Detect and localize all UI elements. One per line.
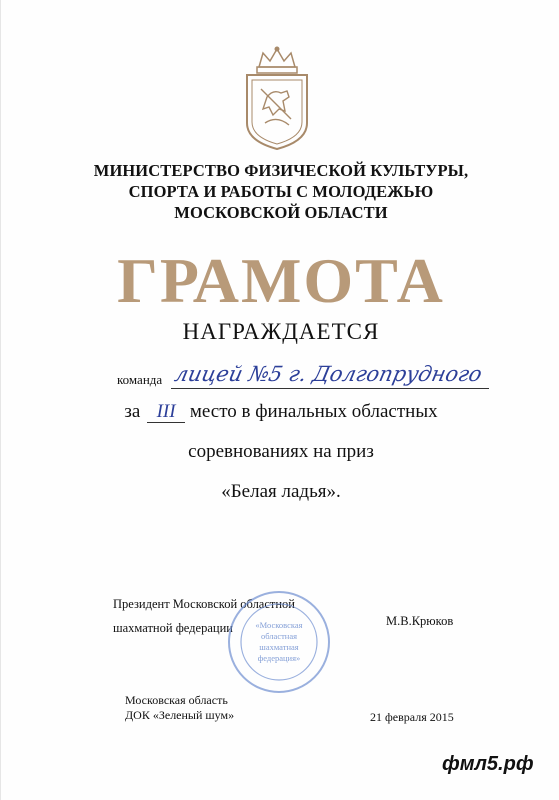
- location-line-2: ДОК «Зеленый шум»: [125, 708, 235, 722]
- place-number-handwritten: III: [147, 402, 185, 423]
- president-line-1: Президент Московской областной: [113, 597, 295, 611]
- signer-name: М.В.Крюков: [386, 614, 454, 628]
- ministry-line-3: МОСКОВСКОЙ ОБЛАСТИ: [174, 203, 388, 222]
- awarded-heading: НАГРАЖДАЕТСЯ: [182, 319, 380, 344]
- body-line-2: соревнованиях на приз: [188, 441, 374, 462]
- place-prefix: за: [124, 401, 141, 422]
- issue-date: 21 февраля 2015: [370, 710, 454, 724]
- team-underline: [171, 388, 489, 389]
- place-line: [61, 400, 501, 424]
- svg-text:федерация»: федерация»: [257, 653, 301, 663]
- body-line-3: «Белая ладья».: [221, 481, 341, 502]
- location: [125, 693, 234, 723]
- certificate-title: ГРАМОТА: [117, 245, 445, 316]
- federation-stamp: [225, 588, 333, 696]
- place-suffix: место в финальных областных: [189, 401, 438, 422]
- svg-text:областная: областная: [260, 631, 298, 641]
- team-label: команда: [117, 372, 163, 387]
- svg-text:шахматная: шахматная: [259, 642, 299, 652]
- ministry-line-1: МИНИСТЕРСТВО ФИЗИЧЕСКОЙ КУЛЬТУРЫ,: [93, 161, 469, 180]
- ministry-line-2: СПОРТА И РАБОТЫ С МОЛОДЕЖЬЮ: [128, 182, 434, 201]
- team-name-handwritten: лицей №5 г. Долгопрудного: [172, 362, 485, 386]
- team-line: [113, 362, 493, 390]
- president-line-2: шахматной федерации: [113, 621, 233, 635]
- location-line-1: Московская область: [125, 693, 228, 707]
- site-watermark: фмл5.рф: [442, 753, 534, 775]
- moscow-oblast-coat-of-arms-icon: [239, 45, 315, 153]
- ministry-heading: [61, 160, 501, 223]
- svg-text:«Московская: «Московская: [255, 620, 303, 630]
